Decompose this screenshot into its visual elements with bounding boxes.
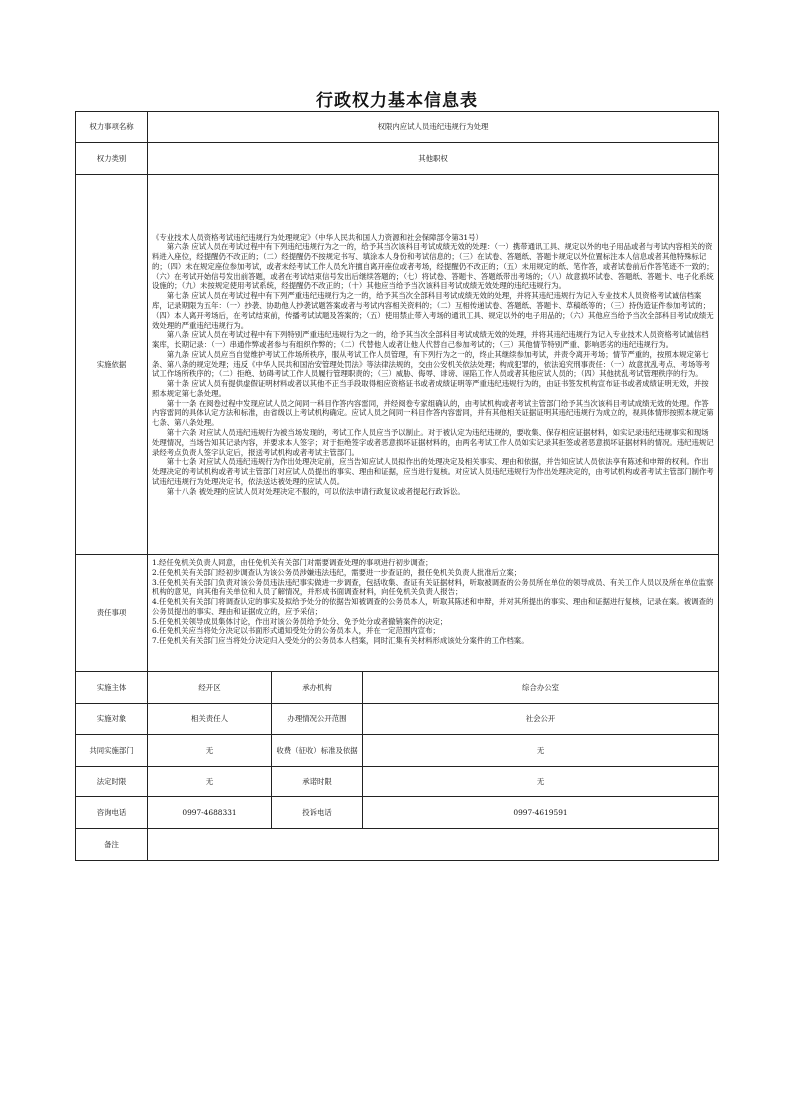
label-consult-phone: 咨询电话 — [76, 797, 148, 829]
label-publicity: 办理情况公开范围 — [272, 704, 363, 735]
label-target: 实施对象 — [76, 704, 148, 735]
value-subject: 经开区 — [148, 672, 272, 704]
basis-paragraph: 第六条 应试人员在考试过程中有下列违纪违规行为之一的，给予其当次该科目考试成绩无效的处理：（一）携带通讯工具、规定以外的电子用品或者与考试内容相关的资料进入座位，经提醒仍不改正的；（二）经提醒仍不按规定书写、填涂本人身份和考试信息的；（三）在试卷、答题纸、答题卡规定以外位置标注本人信息或者其他特殊标记的；（四）未在规定座位参加考试，或者未经考试工作人员允许擅自离开座位或者考场，经提醒仍不改正的；（五）未用规定的纸、笔作答，或者试卷前后作答笔迹不一致的；（六）在考试开始信号发出前答题，或者在考试结束信号发出后继续答题的；（七）将试卷、答题卡、答题纸带出考场的；（八）故意损坏试卷、答题纸、答题卡、电子化系统设施的；（九）未按规定使用考试系统，经提醒仍不改正的；（十）其他应当给予当次该科目考试成绩无效处理的违纪违规行为。 — [152, 242, 714, 291]
value-target: 相关责任人 — [148, 704, 272, 735]
label-subject: 实施主体 — [76, 672, 148, 704]
duty-item: 1.经任免机关负责人同意，由任免机关有关部门对需要调查处理的事项进行初步调查； — [152, 558, 433, 567]
row-phone — [76, 797, 719, 829]
duty-item: 2.任免机关有关部门经初步调查认为该公务员涉嫌违法违纪，需要进一步查证的，报任免机关负责人批准后立案； — [152, 567, 522, 577]
label-joint: 共同实施部门 — [76, 735, 148, 767]
row-duty — [76, 555, 719, 672]
duty-item: 4.任免机关有关部门将调查认定的事实及拟给予处分的依据告知被调查的公务员本人，听取其陈述和申辩，并对其所提出的事实、理由和证据进行复核，记录在案。被调查的公务员提出的事实、理由和证据成立的，应予采信； — [152, 597, 714, 616]
value-publicity: 社会公开 — [363, 704, 719, 735]
page-title: 行政权力基本信息表 — [316, 91, 478, 111]
label-fee: 收费（征收）标准及依据 — [272, 735, 363, 767]
basis-paragraph: 第九条 应试人员应当自觉维护考试工作场所秩序，服从考试工作人员管理，有下列行为之一的，终止其继续参加考试，并责令离开考场；情节严重的，按照本规定第七条、第八条的规定处理；违反《中华人民共和国治安管理处罚法》等法律法规的，交由公安机关依法处理；构成犯罪的，依法追究刑事责任：（一）故意扰乱考点、考场等考试工作场所秩序的；（二）拒绝、妨碍考试工作人员履行管理职责的；（三）威胁、侮辱、诽谤、诬陷工作人员或者其他应试人员的；（四）其他扰乱考试管理秩序的行为。 — [152, 349, 710, 379]
row-name — [76, 112, 719, 143]
row-joint — [76, 735, 719, 767]
label-promise: 承诺时限 — [272, 767, 363, 797]
row-remark — [76, 829, 719, 861]
value-remark — [148, 829, 719, 861]
label-basis: 实施依据 — [76, 175, 148, 555]
label-complaint-phone: 投诉电话 — [272, 797, 363, 829]
duty-item: 3.任免机关有关部门负责对该公务员违法违纪事实做进一步调查，包括收集、查证有关证据材料，听取被调查的公务员所在单位的领导成员、有关工作人员以及所在单位监察机构的意见，向其他有关单位和人员了解情况，并形成书面调查材料，向任免机关负责人报告； — [152, 577, 714, 597]
value-fee: 无 — [363, 735, 719, 767]
basis-paragraph: 第十条 应试人员有提供虚假证明材料或者以其他不正当手段取得相应资格证书或者成绩证明等严重违纪违规行为的，由证书签发机构宣布证书或者成绩证明无效，并按照本规定第七条处理。 — [152, 379, 709, 398]
row-basis — [76, 175, 719, 555]
label-limit: 法定时限 — [76, 767, 148, 797]
label-remark: 备注 — [76, 829, 148, 861]
value-complaint-phone: 0997-4619591 — [363, 797, 719, 829]
label-office: 承办机构 — [272, 672, 363, 704]
basis-paragraph: 第十七条 对应试人员违纪违规行为作出处理决定前，应当告知应试人员拟作出的处理决定及相关事实、理由和依据，并告知应试人员依法享有陈述和申辩的权利。作出处理决定的考试机构或者考试主管部门对应试人员提出的事实、理由和证据，应当进行复核。对应试人员违纪违规行为作出处理决定的，由考试机构或者考试主管部门制作考试违纪违规行为处理决定书，依法送达被处理的应试人员。 — [152, 457, 714, 486]
basis-paragraph: 第八条 应试人员在考试过程中有下列特别严重违纪违规行为之一的，给予其当次全部科目考试成绩无效的处理，并将其违纪违规行为记入专业技术人员资格考试诚信档案库，长期记录：（一）串通作弊或者参与有组织作弊的；（二）代替他人或者让他人代替自己参加考试的；（三）其他情节特别严重、影响恶劣的违纪违规行为。 — [152, 330, 709, 350]
basis-paragraph: 第十八条 被处理的应试人员对处理决定不服的，可以依法申请行政复议或者提起行政诉讼。 — [166, 486, 465, 496]
row-limit — [76, 767, 719, 797]
row-subject — [76, 672, 719, 704]
value-basis — [148, 175, 719, 555]
basis-paragraph: 第十一条 在阅卷过程中发现应试人员之间同一科目作答内容雷同，并经阅卷专家组确认的，由考试机构或者考试主管部门给予其当次该科目考试成绩无效的处理。作答内容雷同的具体认定方法和标准，由省级以上考试机构确定。应试人员之间同一科目作答内容雷同，并有其他相关证据证明其违纪违规行为成立的，视具体情形按照本规定第七条、第八条处理。 — [152, 398, 714, 428]
duty-item: 7.任免机关有关部门应当将处分决定归入受处分的公务员本人档案，同时汇集有关材料形成该处分案件的工作档案。 — [152, 636, 529, 646]
label-duty: 责任事项 — [76, 555, 148, 672]
value-limit: 无 — [148, 767, 272, 797]
value-duty — [148, 555, 719, 672]
basis-paragraph: 第十六条 对应试人员违纪违规行为被当场发现的，考试工作人员应当予以制止。对于被认定为违纪违规的，要收集、保存相应证据材料，如实记录违纪违规事实和现场处理情况，当场告知其记录内容，并要求本人签字；对于拒绝签字或者恶意损坏证据材料的，由两名考试工作人员如实记录其拒签或者恶意损坏证据材料的情况。违纪违规记录经考点负责人签字认定后，报送考试机构或者考试主管部门。 — [152, 427, 714, 457]
duty-item: 5.任免机关领导成员集体讨论，作出对该公务员给予处分、免予处分或者撤销案件的决定； — [152, 616, 448, 626]
value-office: 综合办公室 — [363, 672, 719, 704]
info-table — [75, 111, 719, 861]
value-joint: 无 — [148, 735, 272, 767]
label-name: 权力事项名称 — [76, 112, 148, 143]
row-target — [76, 704, 719, 735]
basis-paragraph: 《专业技术人员资格考试违纪违规行为处理规定》（中华人民共和国人力资源和社会保障部令第31号） — [152, 232, 483, 242]
value-consult-phone: 0997-4688331 — [148, 797, 272, 829]
basis-paragraph: 第七条 应试人员在考试过程中有下列严重违纪违规行为之一的，给予其当次全部科目考试成绩无效的处理，并将其违纪违规行为记入专业技术人员资格考试诚信档案库，记录期限为五年：（一）抄袭、协助他人抄袭试题答案或者与考试内容相关资料的；（二）互相传递试卷、答题纸、答题卡、草稿纸等的；（三）持伪造证件参加考试的；（四）本人离开考场后，在考试结束前，传播考试试题及答案的；（五）使用禁止带入考场的通讯工具、规定以外的电子用品的；（六）其他应当给予当次全部科目考试成绩无效处理的严重违纪违规行为。 — [152, 291, 714, 330]
value-category: 其他职权 — [148, 143, 719, 175]
value-promise: 无 — [363, 767, 719, 797]
label-category: 权力类别 — [76, 143, 148, 175]
duty-item: 6.任免机关应当将处分决定以书面形式通知受处分的公务员本人，并在一定范围内宣布； — [152, 626, 440, 636]
row-category — [76, 143, 719, 175]
value-name: 权限内应试人员违纪违规行为处理 — [148, 112, 719, 143]
